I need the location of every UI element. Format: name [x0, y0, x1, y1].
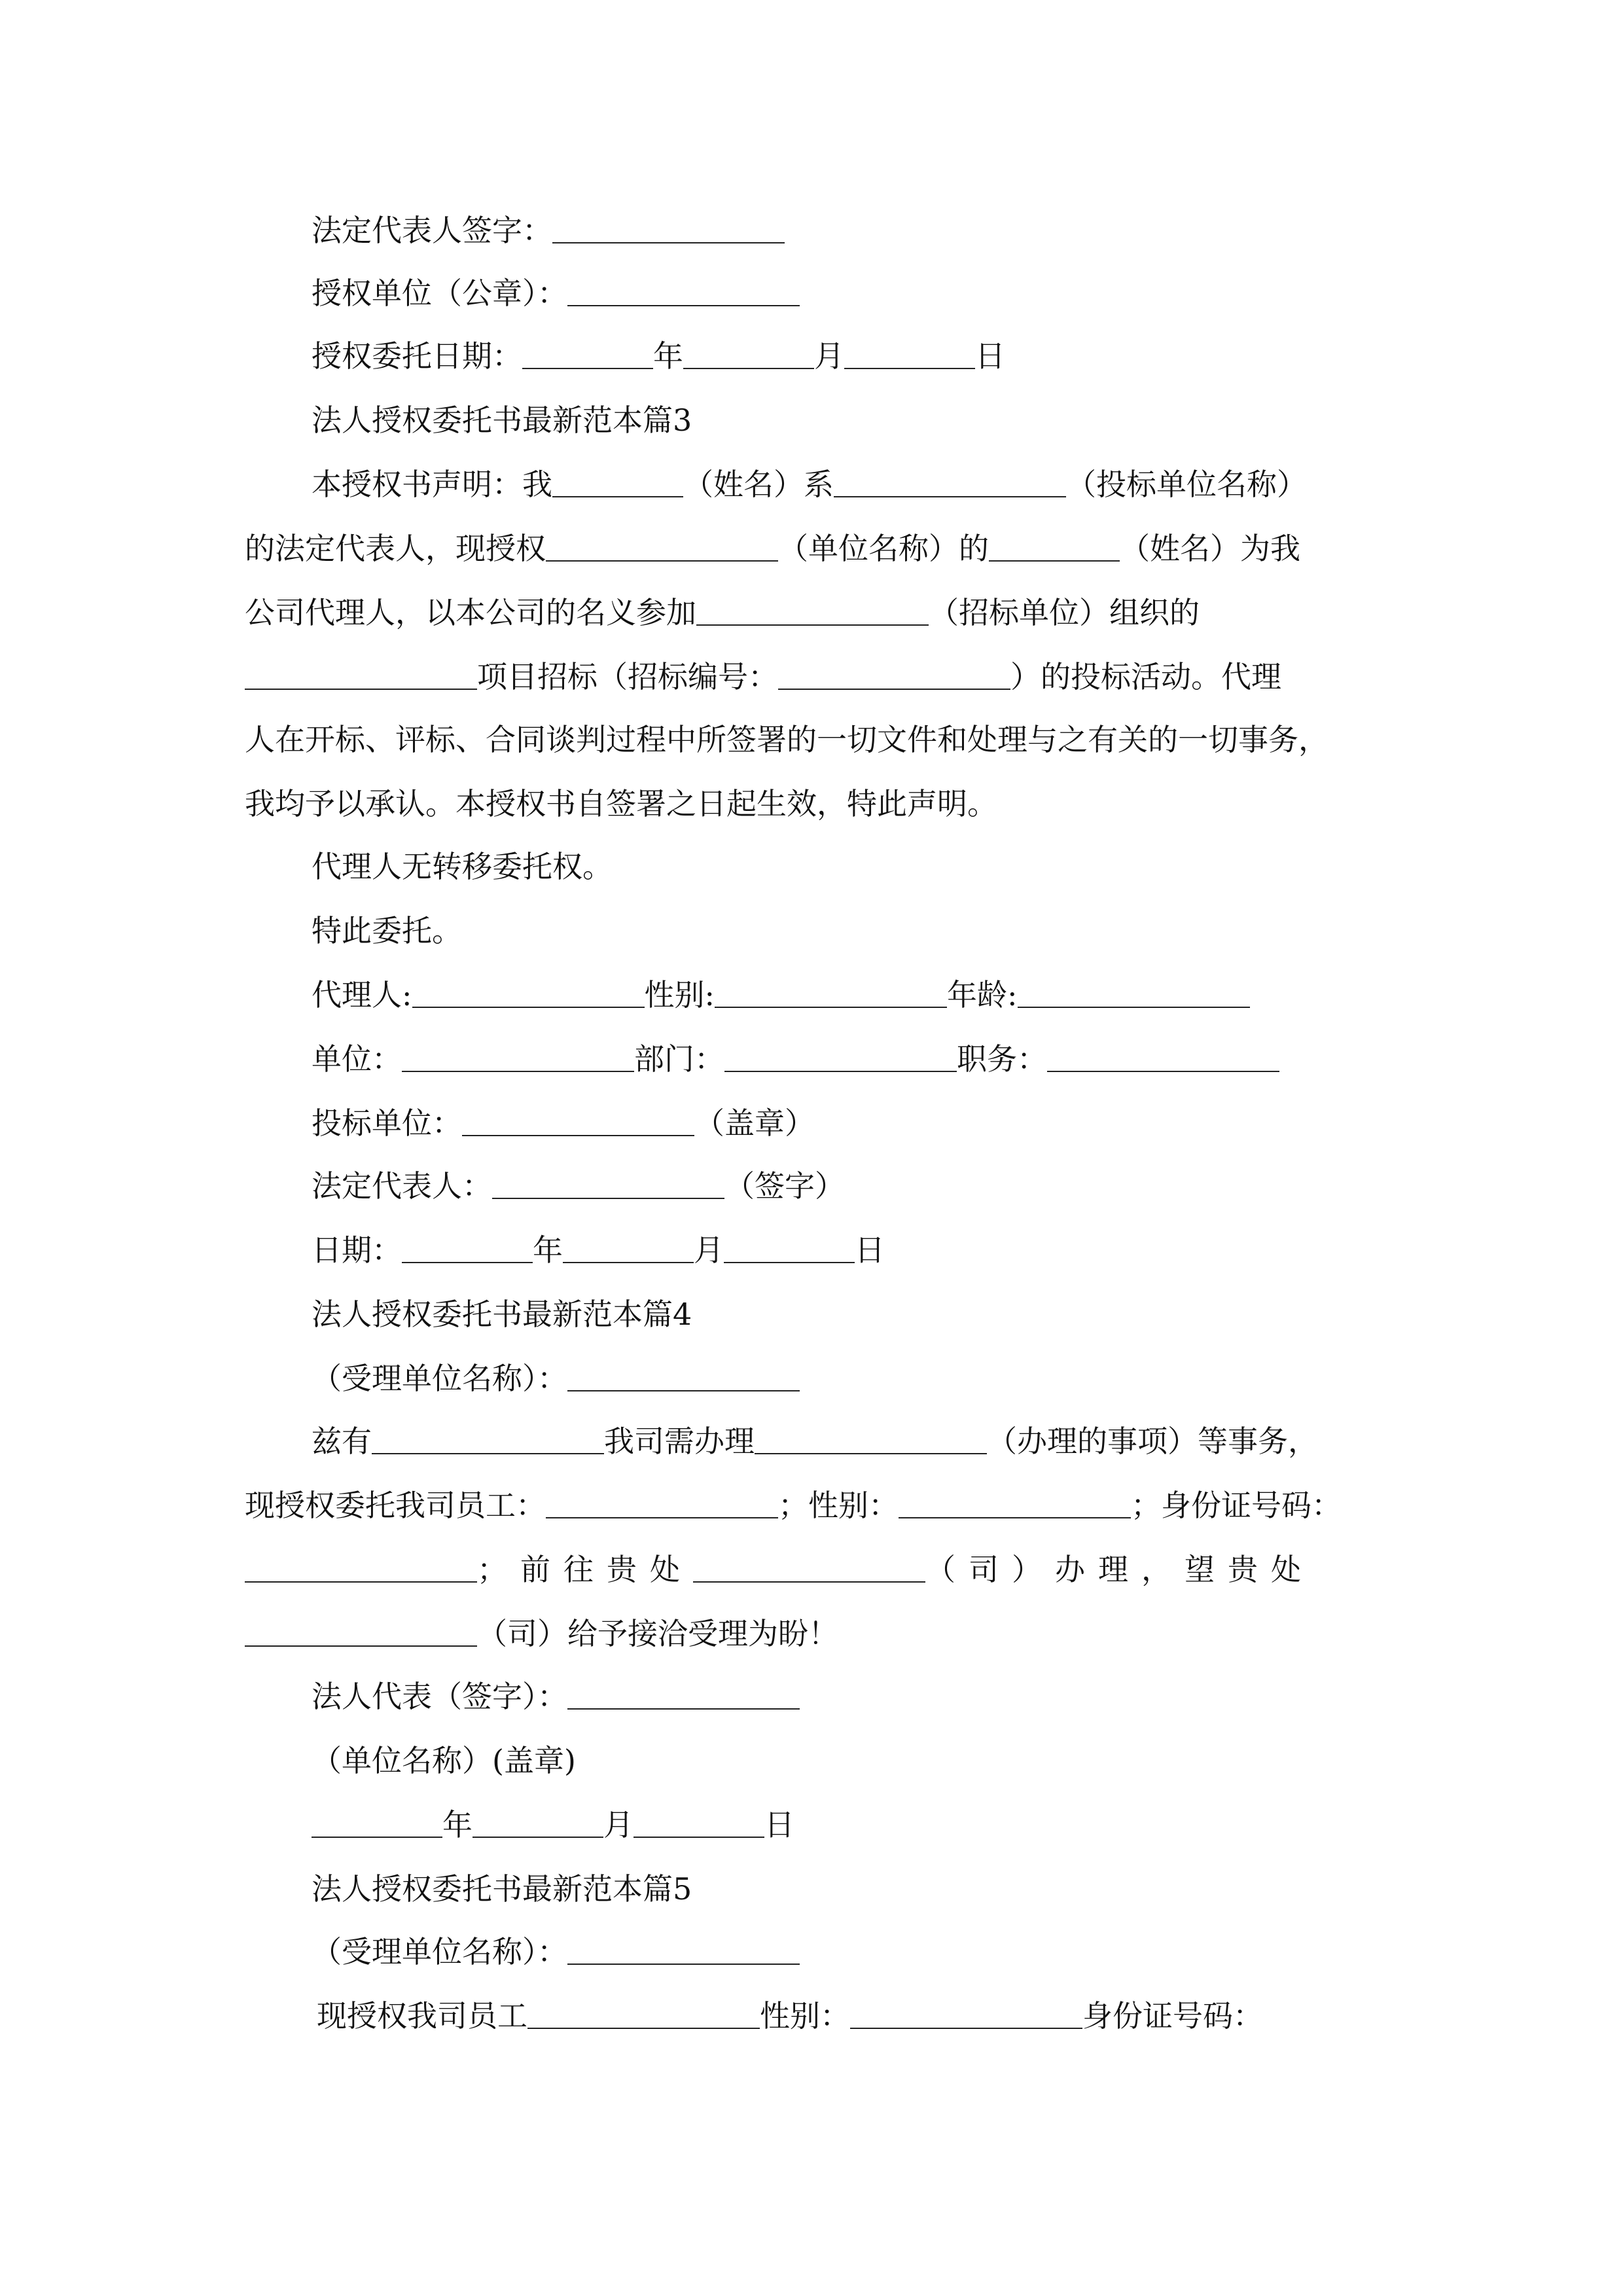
legal-sign-label: 法人代表（签字）：: [312, 1679, 567, 1714]
blank-field[interactable]: [402, 1230, 533, 1261]
year-label: 年: [533, 1232, 563, 1268]
s3-text: （姓名）系: [683, 467, 834, 502]
gender-label: 性别:: [644, 977, 715, 1013]
s4-text: （司）给予接洽受理为盼！: [477, 1616, 838, 1651]
s4-legal-sign-line: [312, 1677, 800, 1716]
section-5-title-text: 法人授权委托书最新范本篇5: [312, 1871, 692, 1907]
s4-text: （办理的事项）等事务，: [987, 1424, 1318, 1459]
s3-bidder-line: [312, 1103, 815, 1143]
dept-label: 部门：: [634, 1041, 724, 1077]
s3-unit-line: [312, 1039, 1279, 1079]
section-4-title-text: 法人授权委托书最新范本篇4: [312, 1297, 692, 1332]
s3-agent-line: [312, 975, 1250, 1014]
year-label: 年: [653, 338, 683, 374]
age-label: 年龄:: [947, 977, 1018, 1013]
blank-field[interactable]: [563, 1230, 694, 1261]
seal-note: （盖章）: [694, 1105, 815, 1141]
s4-text: 兹有: [312, 1424, 372, 1459]
blank-field[interactable]: [683, 336, 814, 367]
s3-text: （姓名）为我: [1120, 531, 1300, 566]
blank-field[interactable]: [693, 1550, 925, 1580]
s3-paragraph-line-6: [245, 784, 997, 823]
s4-line-3: [245, 1550, 1314, 1589]
blank-field[interactable]: [899, 1486, 1131, 1516]
month-label: 月: [814, 338, 844, 374]
date-label: 日期：: [312, 1232, 402, 1268]
bidder-label: 投标单位：: [312, 1105, 462, 1141]
authorizing-unit-seal-line: [312, 274, 800, 313]
blank-field[interactable]: [724, 1039, 957, 1069]
blank-field[interactable]: [1047, 1039, 1279, 1069]
s4-text: 现授权委托我司员工：: [245, 1488, 546, 1523]
blank-field[interactable]: [724, 1230, 855, 1261]
blank-field[interactable]: [372, 1422, 604, 1452]
blank-field[interactable]: [546, 529, 778, 559]
s3-paragraph-line-3: [245, 593, 1200, 632]
blank-field[interactable]: [312, 1805, 442, 1835]
legal-rep-signature-label: 法定代表人签字：: [312, 213, 552, 248]
blank-field[interactable]: [989, 529, 1120, 559]
s4-date-line: [312, 1805, 794, 1844]
recipient-label: （受理单位名称）：: [312, 1934, 567, 1969]
s3-hereby: [312, 911, 462, 950]
agent-label: 代理人:: [312, 977, 412, 1013]
recipient-label: （受理单位名称）：: [312, 1361, 567, 1396]
s3-paragraph-line-1: [312, 465, 1307, 504]
s3-paragraph-line-5: [245, 720, 1329, 759]
unit-label: 单位：: [312, 1041, 402, 1077]
blank-field[interactable]: [552, 211, 785, 241]
s5-text: 身份证号码：: [1082, 1998, 1263, 2034]
section-3-title: [312, 401, 692, 440]
blank-field[interactable]: [567, 1932, 800, 1962]
blank-field[interactable]: [567, 1359, 800, 1389]
day-label: 日: [975, 338, 1005, 374]
s4-text: （司）办理，望贵处: [925, 1552, 1314, 1587]
s4-text: 我司需办理: [604, 1424, 755, 1459]
s4-line-4: [245, 1614, 838, 1653]
blank-field[interactable]: [462, 1103, 694, 1134]
blank-field[interactable]: [412, 975, 645, 1005]
blank-field[interactable]: [715, 975, 947, 1005]
s3-text: ）的投标活动。代理: [1010, 659, 1281, 694]
blank-field[interactable]: [696, 593, 929, 623]
day-label: 日: [764, 1807, 794, 1842]
blank-field[interactable]: [844, 336, 975, 367]
s5-text: 性别：: [760, 1998, 850, 2034]
s3-text: 特此委托。: [312, 913, 462, 948]
sign-note: （签字）: [724, 1168, 845, 1204]
s3-text: 本授权书声明：我: [312, 467, 552, 502]
blank-field[interactable]: [778, 657, 1010, 687]
blank-field[interactable]: [567, 1677, 800, 1707]
s3-text: 项目招标（招标编号：: [477, 659, 778, 694]
blank-field[interactable]: [402, 1039, 634, 1069]
s4-recipient-line: [312, 1359, 800, 1398]
authorization-date-line: [312, 336, 1005, 376]
month-label: 月: [694, 1232, 724, 1268]
s3-legal-rep-line: [312, 1166, 845, 1206]
s3-text: 公司代理人，以本公司的名义参加: [245, 595, 696, 630]
authorization-date-label: 授权委托日期：: [312, 338, 522, 374]
blank-field[interactable]: [492, 1166, 724, 1196]
section-3-title-text: 法人授权委托书最新范本篇3: [312, 403, 692, 438]
s3-paragraph-line-2: [245, 529, 1300, 568]
blank-field[interactable]: [546, 1486, 778, 1516]
blank-field[interactable]: [473, 1805, 603, 1835]
blank-field[interactable]: [245, 1614, 477, 1644]
position-label: 职务：: [957, 1041, 1047, 1077]
blank-field[interactable]: [633, 1805, 764, 1835]
s3-text: 代理人无转移委托权。: [312, 849, 613, 884]
s3-text: （招标单位）组织的: [929, 595, 1200, 630]
s3-text: 的法定代表人，现授权: [245, 531, 546, 566]
blank-field[interactable]: [567, 274, 800, 304]
blank-field[interactable]: [850, 1996, 1082, 2026]
s3-no-transfer: [312, 847, 613, 886]
section-5-title: [312, 1869, 692, 1909]
unit-seal-text: （单位名称）(盖章): [312, 1743, 576, 1778]
s3-text: （投标单位名称）: [1066, 467, 1307, 502]
s4-unit-seal-line: [312, 1741, 576, 1780]
blank-field[interactable]: [527, 1996, 760, 2026]
s5-line-1: [317, 1996, 1263, 2036]
s3-text: 我均予以承认。本授权书自签署之日起生效，特此声明。: [245, 786, 997, 821]
s4-line-2: [245, 1486, 1342, 1525]
s4-text: ；前往贵处: [477, 1552, 693, 1587]
s3-text: 人在开标、评标、合同谈判过程中所签署的一切文件和处理与之有关的一切事务，: [245, 722, 1329, 757]
blank-field[interactable]: [245, 1550, 477, 1580]
s3-date-line: [312, 1230, 885, 1270]
s3-text: （单位名称）的: [778, 531, 989, 566]
s5-text: 现授权我司员工: [317, 1998, 527, 2034]
month-label: 月: [603, 1807, 633, 1842]
legal-rep-label: 法定代表人：: [312, 1168, 492, 1204]
blank-field[interactable]: [1018, 975, 1250, 1005]
legal-rep-signature-line: [312, 211, 785, 250]
blank-field[interactable]: [522, 336, 653, 367]
s3-paragraph-line-4: [245, 657, 1281, 696]
blank-field[interactable]: [552, 465, 683, 495]
blank-field[interactable]: [834, 465, 1066, 495]
s4-line-1: [312, 1422, 1318, 1461]
day-label: 日: [855, 1232, 885, 1268]
s5-recipient-line: [312, 1932, 800, 1971]
s4-text: ；性别：: [778, 1488, 899, 1523]
authorizing-unit-seal-label: 授权单位（公章）：: [312, 276, 567, 311]
s4-text: ；身份证号码：: [1131, 1488, 1342, 1523]
section-4-title: [312, 1295, 692, 1334]
year-label: 年: [442, 1807, 473, 1842]
blank-field[interactable]: [245, 657, 477, 687]
blank-field[interactable]: [755, 1422, 987, 1452]
